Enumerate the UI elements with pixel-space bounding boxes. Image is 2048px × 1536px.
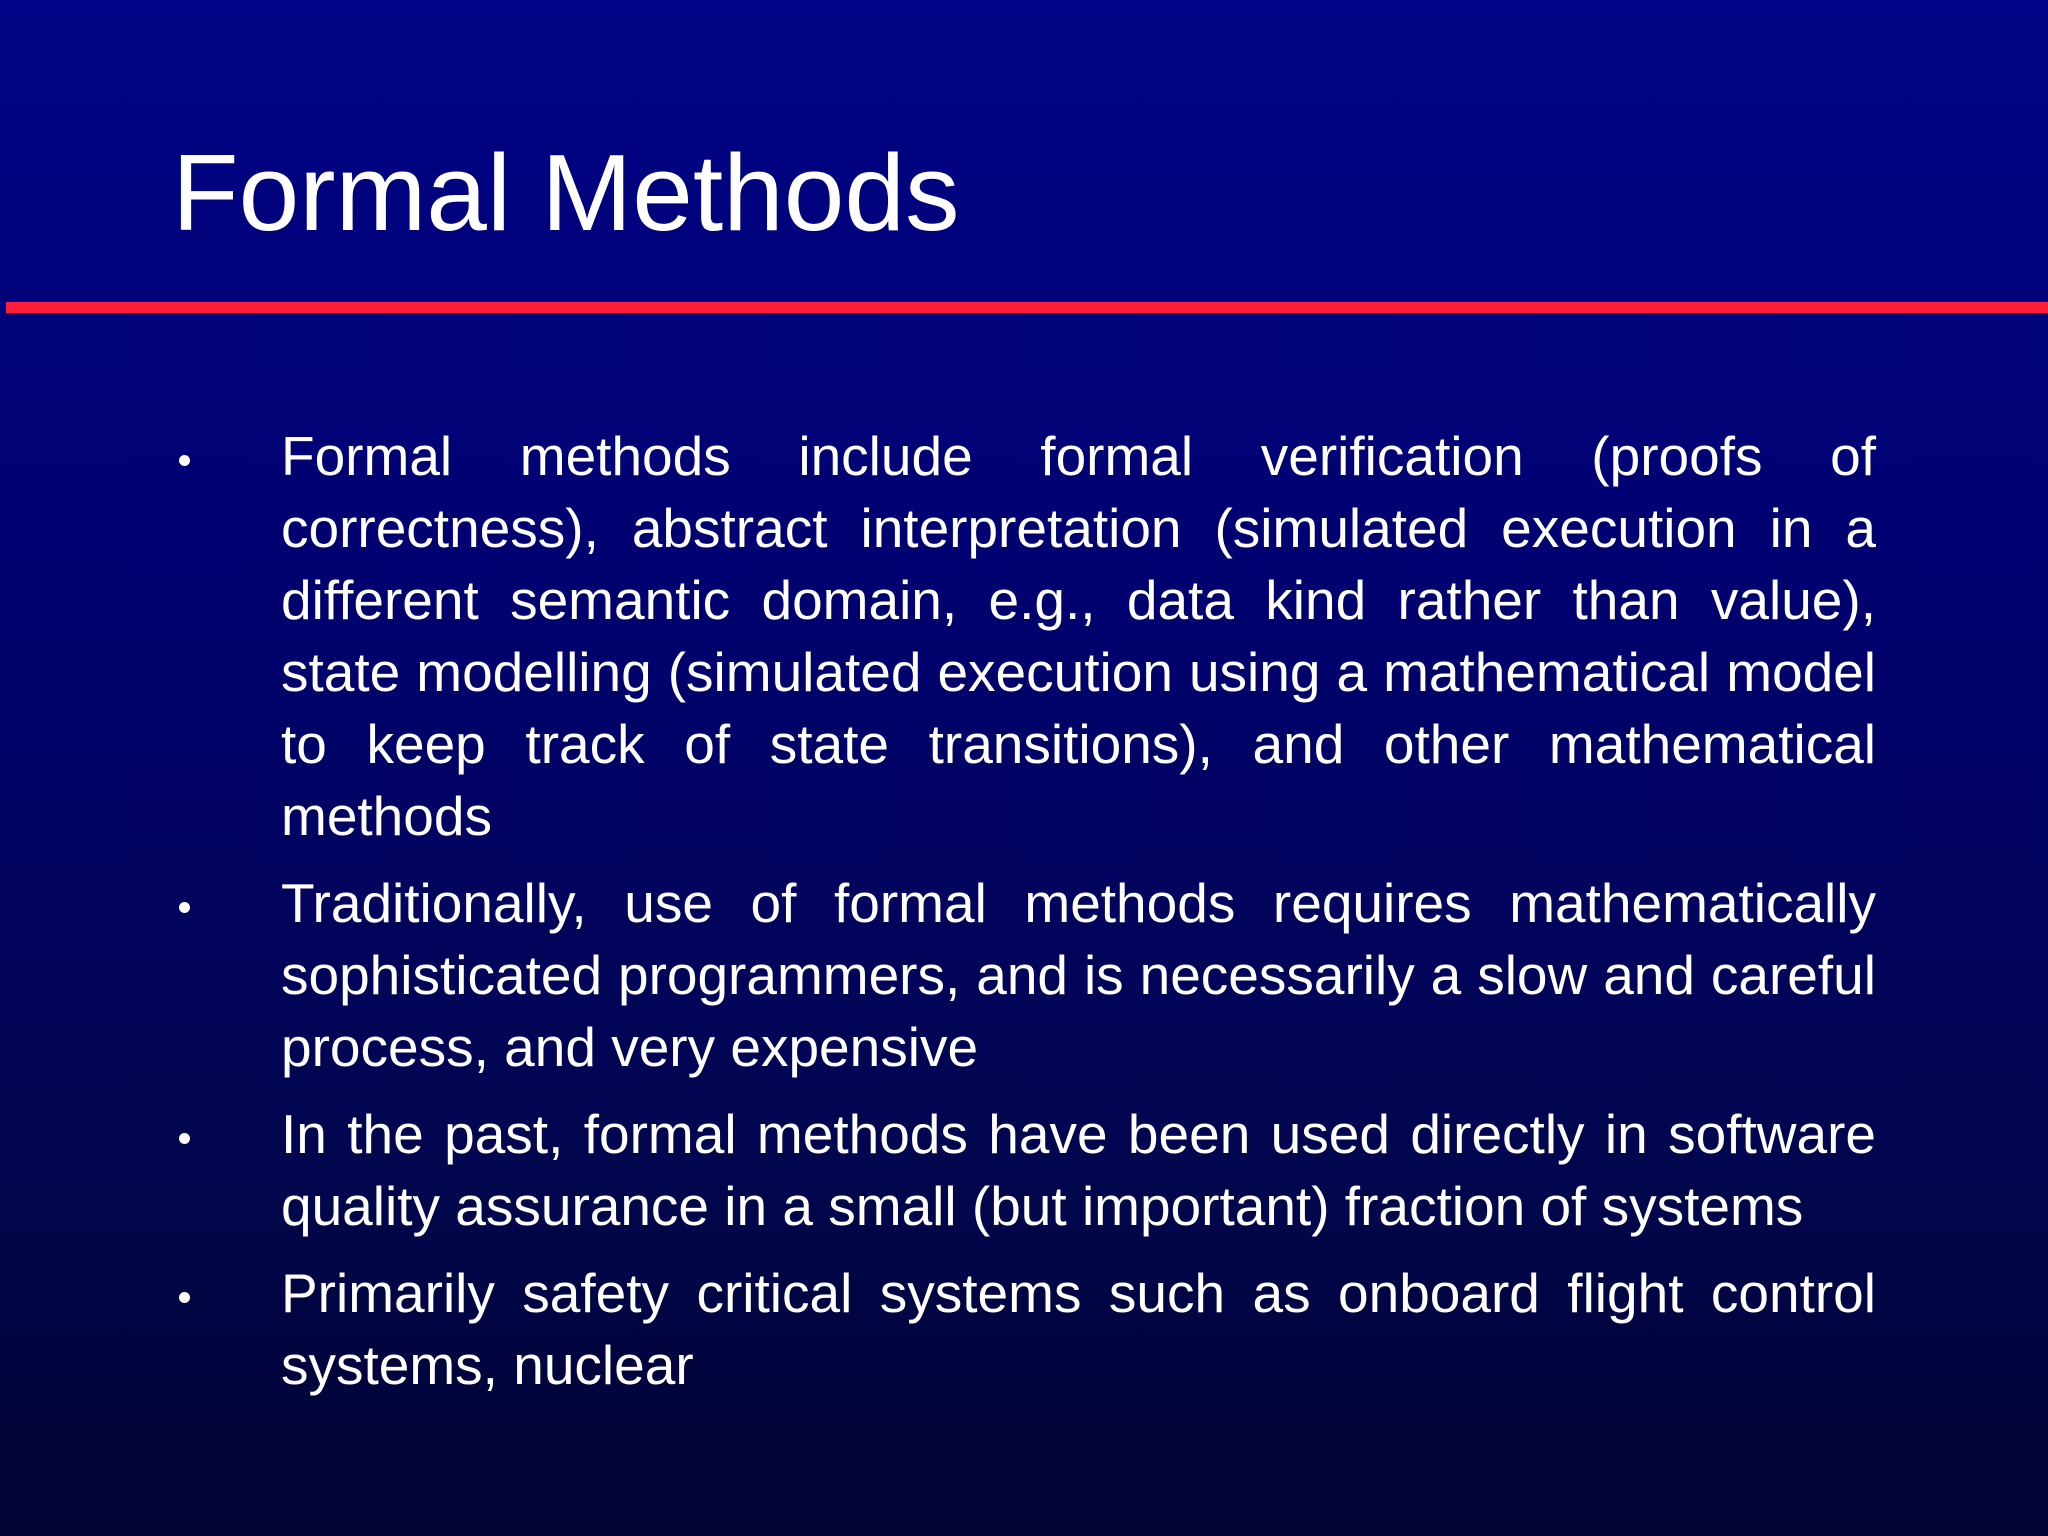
bullet-item bbox=[170, 867, 1876, 1083]
bullet-item bbox=[170, 1257, 1876, 1401]
bullet-item bbox=[170, 420, 1876, 852]
bullet-dot-icon bbox=[179, 455, 190, 466]
bullet-dot-icon bbox=[179, 1292, 190, 1303]
slide-title: Formal Methods bbox=[172, 132, 960, 254]
bullet-text: Formal methods include formal verification (proofs of correctness), abstract interpretation (simulated execution in a different semantic domain, e.g., data kind rather than value), state modelling (simulated execution using a mathematical model to keep track of state transitions), and other mathematical methods bbox=[281, 425, 1876, 847]
bullet-dot-icon bbox=[179, 1133, 190, 1144]
title-divider bbox=[6, 302, 2048, 313]
bullet-list bbox=[170, 420, 1876, 1416]
bullet-item bbox=[170, 1098, 1876, 1242]
bullet-dot-icon bbox=[179, 902, 190, 913]
bullet-text: In the past, formal methods have been used directly in software quality assurance in a small (but important) fraction of systems bbox=[281, 1103, 1876, 1237]
bullet-text: Traditionally, use of formal methods requires mathematically sophisticated programmers, and is necessarily a slow and careful process, and very expensive bbox=[281, 872, 1876, 1078]
bullet-text: Primarily safety critical systems such as onboard flight control systems, nuclear bbox=[281, 1262, 1876, 1396]
